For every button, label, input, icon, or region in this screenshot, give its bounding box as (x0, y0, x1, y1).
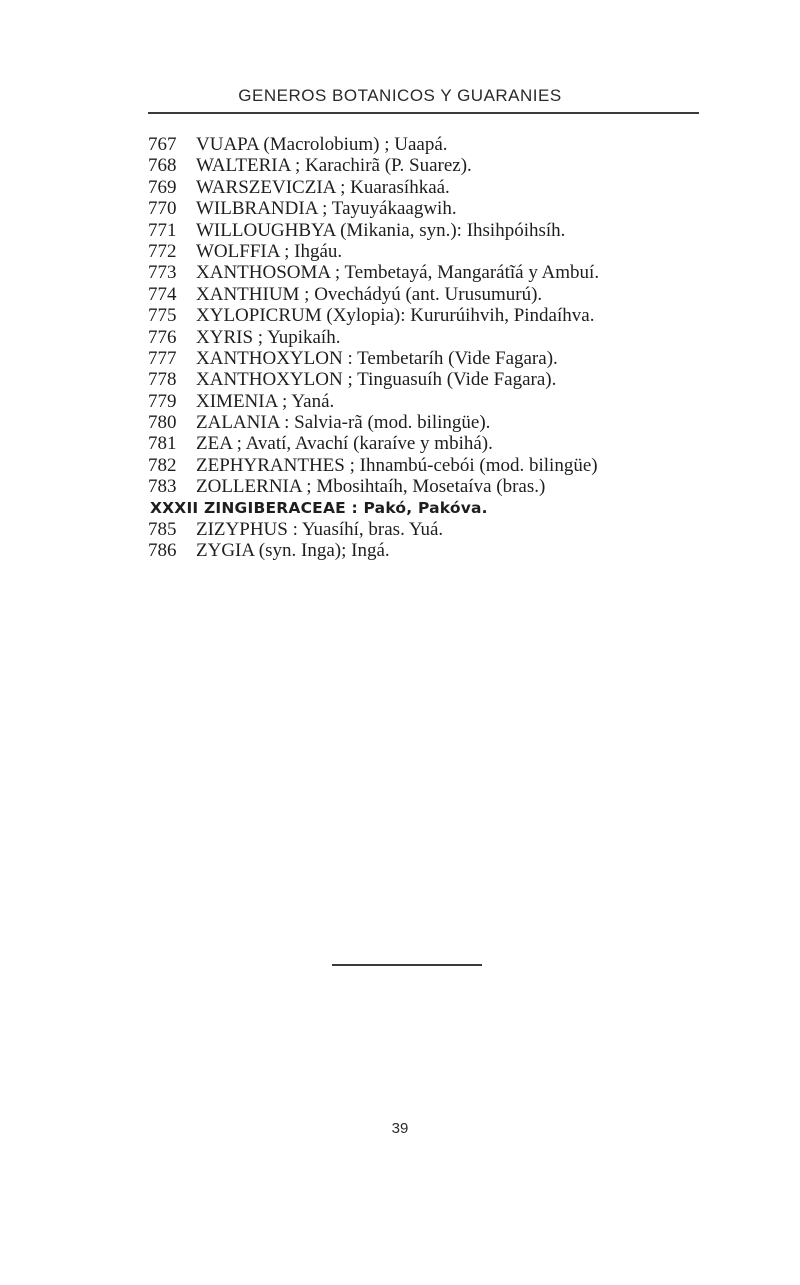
entry-text: XANTHOXYLON ; Tinguasuíh (Vide Fagara). (196, 369, 557, 391)
entry-771 (148, 220, 748, 241)
entry-775 (148, 305, 748, 326)
entry-number: 767 (148, 134, 177, 155)
entry-text: XANTHOSOMA ; Tembetayá, Mangarátĩá y Ambuí. (196, 262, 600, 284)
entry-770 (148, 198, 748, 219)
entry-text: WILBRANDIA ; Tayuyákaagwih. (196, 198, 457, 220)
entry-number: 785 (148, 519, 177, 541)
entry-text: ZEPHYRANTHES ; Ihnambú-cebói (mod. bilingüe) (196, 454, 598, 476)
entry-786 (148, 540, 748, 561)
entry-text: XANTHOXYLON : Tembetaríh (Vide Fagara). (196, 347, 558, 369)
entry-783 (148, 476, 748, 497)
entry-number: 769 (148, 176, 177, 198)
entry-text: VUAPA (Macrolobium) ; Uaapá. (196, 134, 448, 155)
entry-774 (148, 284, 748, 305)
entry-778 (148, 369, 748, 390)
entry-number: 781 (148, 433, 177, 455)
entry-number: 775 (148, 305, 177, 327)
entry-number: 783 (148, 476, 177, 498)
entry-number: 776 (148, 326, 177, 348)
entry-text: XYLOPICRUM (Xylopia): Kururúihvih, Pindaíhva. (196, 305, 595, 327)
entry-767 (148, 134, 748, 155)
entry-number: 786 (148, 540, 177, 562)
end-rule (332, 964, 482, 966)
entry-text: ZEA ; Avatí, Avachí (karaíve y mbihá). (196, 433, 493, 455)
entry-text: WILLOUGHBYA (Mikania, syn.): Ihsihpóihsíh. (196, 219, 566, 241)
section-heading-text: XXXII ZINGIBERACEAE : Pakó, Pakóva. (150, 498, 488, 517)
running-header: GENEROS BOTANICOS Y GUARANIES (238, 86, 562, 105)
entry-number: 772 (148, 240, 177, 262)
entry-text: WOLFFIA ; Ihgáu. (196, 240, 343, 262)
entry-780 (148, 412, 748, 433)
entry-782 (148, 455, 748, 476)
page-number: 39 (391, 1120, 409, 1137)
entry-781 (148, 433, 748, 454)
entry-number: 773 (148, 262, 177, 284)
entry-text: XIMENIA ; Yaná. (196, 390, 335, 412)
entry-list (148, 134, 748, 562)
entry-785 (148, 519, 748, 540)
entry-text: ZYGIA (syn. Inga); Ingá. (196, 540, 390, 562)
entry-text: XANTHIUM ; Ovechádyú (ant. Urusumurú). (196, 283, 543, 305)
entry-number: 778 (148, 369, 177, 391)
header-rule (148, 112, 699, 114)
entry-text: ZOLLERNIA ; Mbosihtaíh, Mosetaíva (bras.) (196, 476, 546, 498)
entry-776 (148, 327, 748, 348)
entry-number: 770 (148, 198, 177, 220)
entry-773 (148, 262, 748, 283)
entry-number: 777 (148, 347, 177, 369)
entry-text: WARSZEVICZIA ; Kuarasíhkaá. (196, 176, 450, 198)
entry-number: 780 (148, 412, 177, 434)
entry-text: ZIZYPHUS : Yuasíhí, bras. Yuá. (196, 519, 444, 541)
entry-772 (148, 241, 748, 262)
entry-number: 774 (148, 283, 177, 305)
entry-text: ZALANIA : Salvia-rã (mod. bilingüe). (196, 412, 491, 434)
entry-777 (148, 348, 748, 369)
entry-769 (148, 177, 748, 198)
entry-768 (148, 155, 748, 176)
entry-number: 768 (148, 155, 177, 177)
entry-number: 779 (148, 390, 177, 412)
entry-number: 771 (148, 219, 177, 241)
entry-779 (148, 391, 748, 412)
entry-number: 782 (148, 454, 177, 476)
entry-text: XYRIS ; Yupikaíh. (196, 326, 341, 348)
section-heading (148, 498, 748, 519)
entry-text: WALTERIA ; Karachirã (P. Suarez). (196, 155, 472, 177)
